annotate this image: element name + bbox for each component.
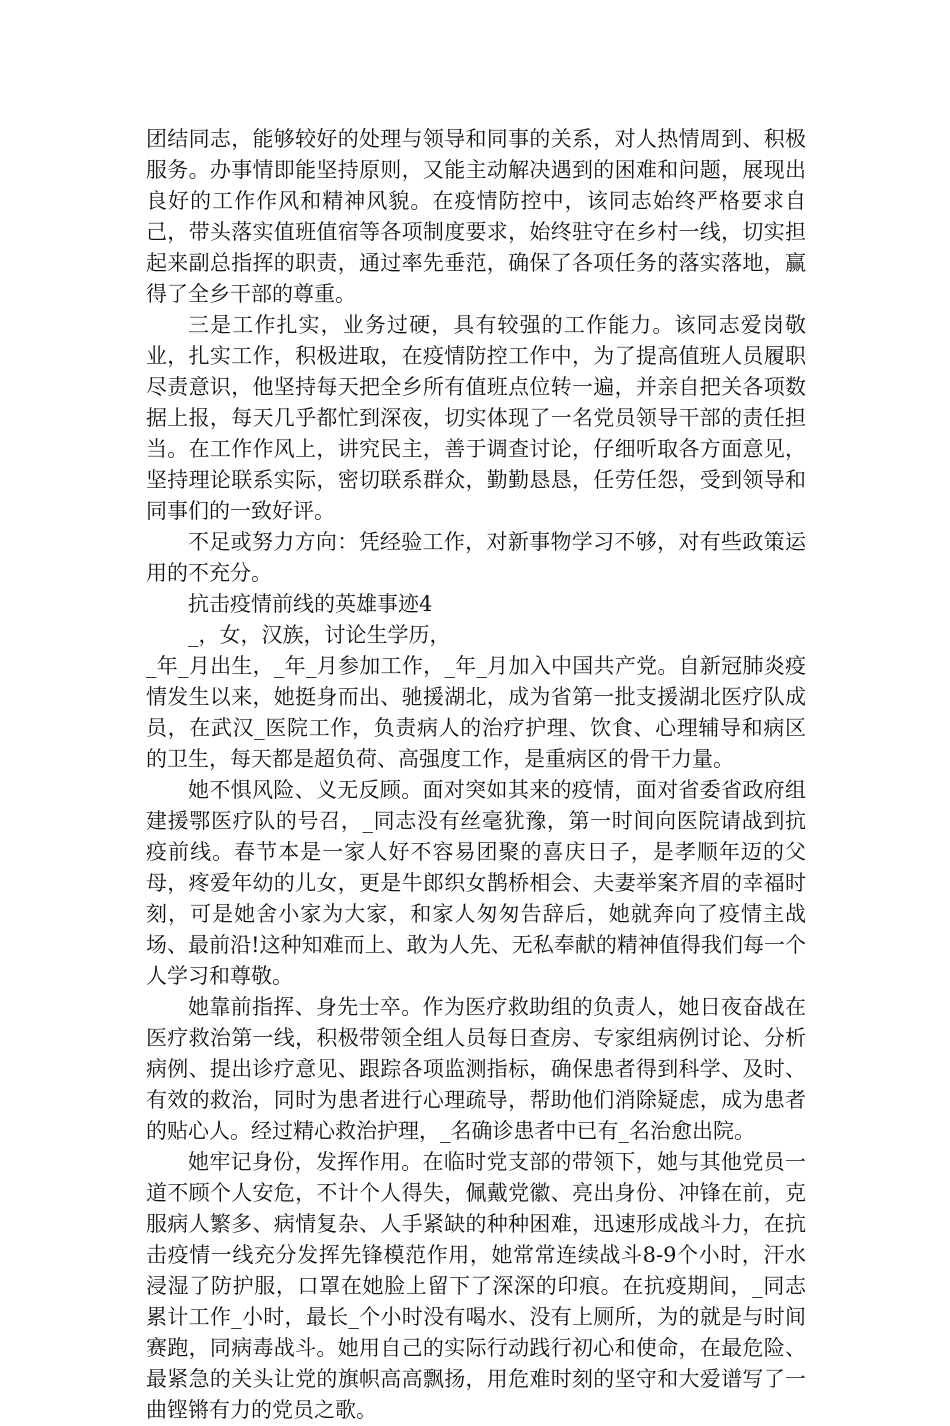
paragraph-8: 她靠前指挥、身先士卒。作为医疗救助组的负责人，她日夜奋战在医疗救治第一线，积极带领全组人员每日查房、专家组病例讨论、分析病例、提出诊疗意见、跟踪各项监测指标，确保患者得到科学、及时、有效的救治，同时为患者进行心理疏导，帮助他们消除疑虑，成为患者的贴心人。经过精心救治护理，_名确诊患者中已有_名治愈出院。 (146, 995, 806, 1143)
section-heading: 抗击疫情前线的英雄事迹4 (188, 592, 433, 616)
paragraph-9: 她牢记身份，发挥作用。在临时党支部的带领下，她与其他党员一道不顾个人安危，不计个人得失，佩戴党徽、亮出身份、冲锋在前，克服病人繁多、病情复杂、人手紧缺的种种困难，迅速形成战斗力，在抗击疫情一线充分发挥先锋模范作用，她常常连续战斗8-9个小时，汗水浸湿了防护服，口罩在她脸上留下了深深的印痕。在抗疫期间，_同志累计工作_小时，最长_个小时没有喝水、没有上厕所，为的就是与时间赛跑，同病毒战斗。她用自己的实际行动践行初心和使命，在最危险、最紧急的关头让党的旗帜高高飘扬，用危难时刻的坚守和大爱谱写了一曲铿锵有力的党员之歌。 (146, 1150, 806, 1422)
paragraph-3: 不足或努力方向：凭经验工作，对新事物学习不够，对有些政策运用的不充分。 (146, 530, 806, 585)
document-body (146, 124, 806, 1426)
paragraph-6: _年_月出生，_年_月参加工作，_年_月加入中国共产党。自新冠肺炎疫情发生以来，她挺身而出、驰援湖北，成为省第一批支援湖北医疗队成员，在武汉_医院工作，负责病人的治疗护理、饮食、心理辅导和病区的卫生，每天都是超负荷、高强度工作，是重病区的骨干力量。 (146, 654, 806, 771)
paragraph-2: 三是工作扎实，业务过硬，具有较强的工作能力。该同志爱岗敬业，扎实工作，积极进取，在疫情防控工作中，为了提高值班人员履职尽责意识，他坚持每天把全乡所有值班点位转一遍，并亲自把关各项数据上报，每天几乎都忙到深夜，切实体现了一名党员领导干部的责任担当。在工作作风上，讲究民主，善于调查讨论，仔细听取各方面意见，坚持理论联系实际，密切联系群众，勤勤恳恳，任劳任怨，受到领导和同事们的一致好评。 (146, 313, 806, 523)
paragraph-7: 她不惧风险、义无反顾。面对突如其来的疫情，面对省委省政府组建援鄂医疗队的号召，_同志没有丝毫犹豫，第一时间向医院请战到抗疫前线。春节本是一家人好不容易团聚的喜庆日子，是孝顺年迈的父母，疼爱年幼的儿女，更是牛郎织女鹊桥相会、夫妻举案齐眉的幸福时刻，可是她舍小家为大家，和家人匆匆告辞后，她就奔向了疫情主战场、最前沿!这种知难而上、敢为人先、无私奉献的精神值得我们每一个人学习和尊敬。 (146, 778, 806, 988)
paragraph-5: _，女，汉族，讨论生学历， (188, 623, 451, 647)
paragraph-1: 团结同志，能够较好的处理与领导和同事的关系，对人热情周到、积极服务。办事情即能坚持原则，又能主动解决遇到的困难和问题，展现出良好的工作作风和精神风貌。在疫情防控中，该同志始终严格要求自己，带头落实值班值宿等各项制度要求，始终驻守在乡村一线，切实担起来副总指挥的职责，通过率先垂范，确保了各项任务的落实落地，赢得了全乡干部的尊重。 (146, 127, 806, 306)
